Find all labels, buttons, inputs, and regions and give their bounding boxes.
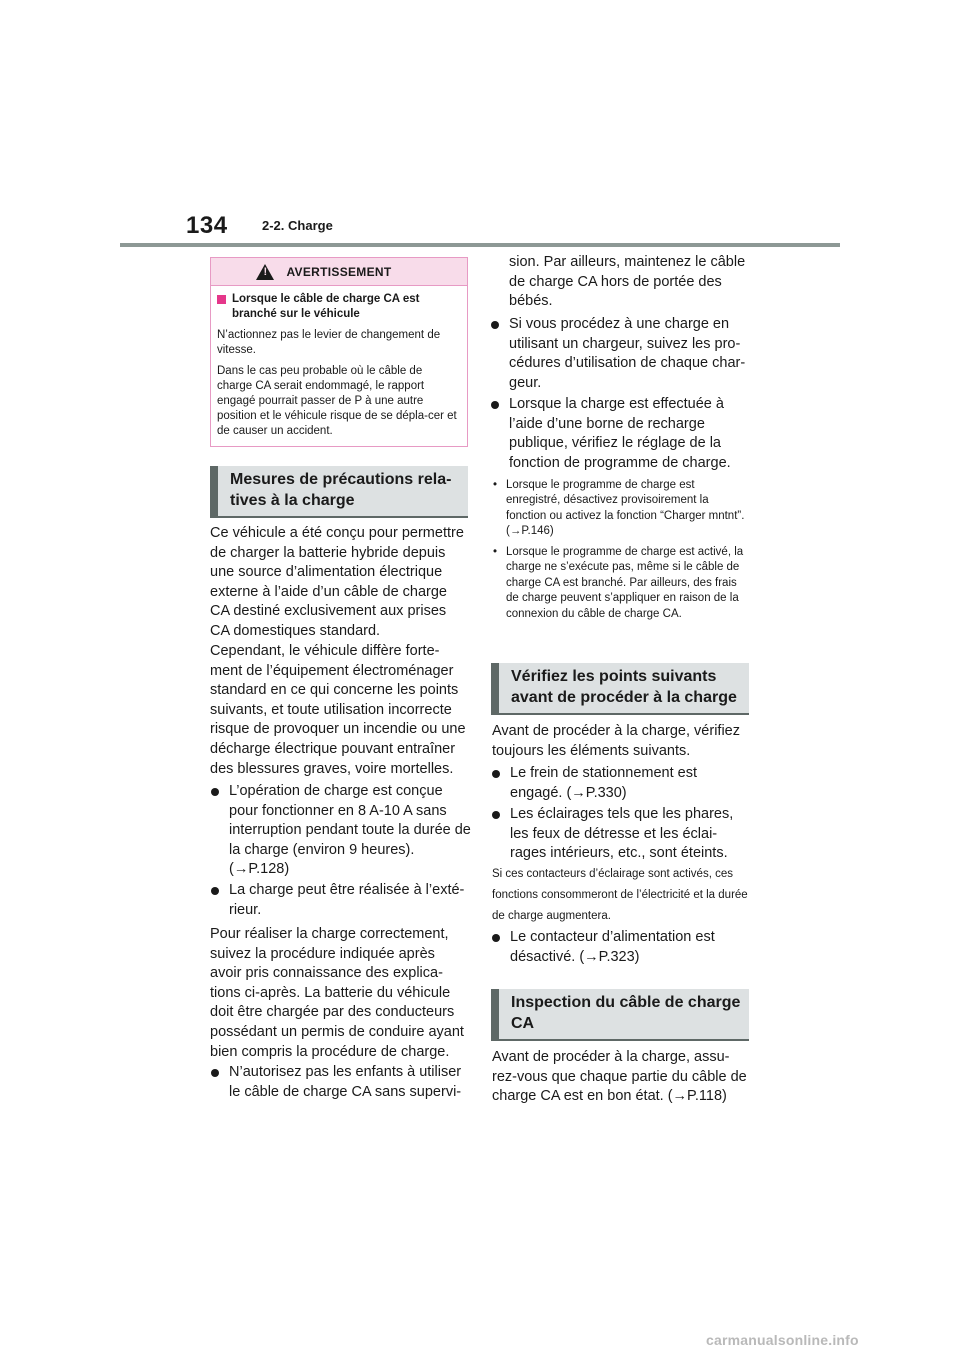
warning-body (211, 286, 467, 439)
paragraph: Avant de procéder à la charge, vérifiez toujours les éléments suivants. (492, 723, 740, 759)
paragraph: Ce véhicule a été conçu pour permettre de charger la batterie hybride depuis une source d’alimentation électrique externe à l’aide d’un câble de charge CA destiné exclusivement aux prises CA domestiques standard. (210, 525, 464, 639)
page-number: 134 (186, 212, 228, 239)
warning-triangle-icon (256, 264, 274, 280)
warning-paragraph: N’actionnez pas le levier de changement de vitesse. (217, 329, 441, 356)
bullet-item: L’opération de charge est conçue pour fonctionner en 8 A-10 A sans interruption pendant toute la durée de la charge (environ 9 heures). (→P.128) (211, 782, 471, 880)
warning-paragraph: Dans le cas peu probable où le câble de charge CA serait endommagé, le rapport engagé pourrait passer de P à une autre position et le véhicule risque de se dépla-cer et de causer un accident. (217, 365, 457, 437)
section-label: 2-2. Charge (262, 218, 333, 233)
bullet-item: Les éclairages tels que les phares, les feux de détresse et les éclai-rages intérieurs, etc., sont éteints. (492, 805, 752, 864)
section-heading-precautions: Mesures de précautions rela-tives à la charge (210, 466, 468, 518)
section-heading-inspection: Inspection du câble de charge CA (491, 989, 749, 1041)
pink-square-icon (217, 295, 226, 304)
note-text: Si ces contacteurs d’éclairage sont activés, ces fonctions consommeront de l’électricité et la durée de charge augmentera. (492, 868, 748, 922)
bullet-item: La charge peut être réalisée à l’exté-rieur. (211, 881, 471, 920)
sub-bullet-item: • Lorsque le programme de charge est enregistré, désactivez provisoirement la fonction ou activez la fonction “Charger mntnt”. (→P.146) (493, 478, 746, 540)
paragraph-continued: sion. Par ailleurs, maintenez le câble de charge CA hors de portée des bébés. (509, 254, 746, 310)
warning-header (211, 258, 467, 286)
header-divider (120, 243, 840, 247)
warning-subtitle-text: Lorsque le câble de charge CA est branché sur le véhicule (232, 293, 420, 320)
bullet-item: N’autorisez pas les enfants à utiliser le câble de charge CA sans supervi- (211, 1063, 471, 1102)
sub-bullet-item: • Lorsque le programme de charge est activé, la charge ne s’exécute pas, même si le câble de charge CA est branché. Par ailleurs, des frais de charge peuvent s’appliquer en raison de la connexion du câble de charge CA. (493, 545, 746, 622)
paragraph: Cependant, le véhicule diffère forte-ment de l’équipement électroménager standard en ce qui concerne les points suivants, et toute utilisation incorrecte risque de provoquer un incendie ou une décharge électrique pouvant entraîner des blessures graves, voire mortelles. (210, 643, 466, 777)
bullet-item: Lorsque la charge est effectuée à l’aide d’une borne de recharge publique, vérifiez le réglage de la fonction de programme de charge. (491, 395, 751, 473)
watermark: carmanualsonline.info (706, 1332, 859, 1348)
paragraph: Avant de procéder à la charge, assu-rez-vous que chaque partie du câble de charge CA est en bon état. (→P.118) (492, 1049, 747, 1105)
bullet-item: Si vous procédez à une charge en utilisant un chargeur, suivez les pro-cédures d’utilisation de chaque char-geur. (491, 315, 751, 393)
section-heading-verify: Vérifiez les points suivants avant de procéder à la charge (491, 663, 749, 715)
warning-title: AVERTISSEMENT (286, 264, 392, 279)
bullet-item: Le contacteur d’alimentation est désactivé. (→P.323) (492, 928, 752, 967)
warning-box (210, 257, 468, 447)
warning-subtitle (217, 292, 459, 322)
paragraph: Pour réaliser la charge correctement, suivez la procédure indiquée après avoir pris connaissance des explica-tions ci-après. La batterie du véhicule doit être chargée par des conducteurs possédant un permis de conduire ayant bien compris la procédure de charge. (210, 926, 464, 1060)
bullet-item: Le frein de stationnement est engagé. (→P.330) (492, 764, 752, 803)
